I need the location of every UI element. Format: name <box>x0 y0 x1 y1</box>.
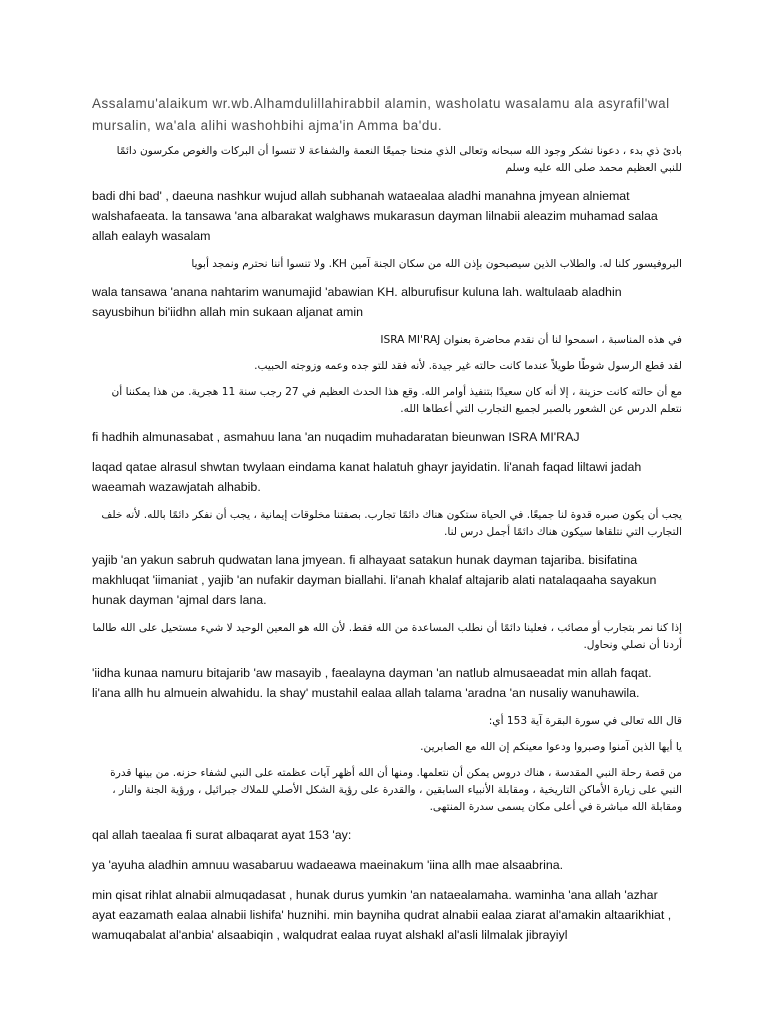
transliteration-paragraph: fi hadhih almunasabat , asmahuu lana 'an nuqadim muhadaratan bieunwan ISRA MI'RAJ <box>92 430 580 444</box>
arabic-paragraph: لقد قطع الرسول شوطًا طويلاً عندما كانت حالته غير جيدة. لأنه فقد للتو جده وعمه وزوجته الحبيب. <box>254 360 682 372</box>
opening-greeting: Assalamu'alaikum wr.wb.Alhamdulillahirabbil alamin, washolatu wasalamu ala asyrafil'wal mursalin, wa'ala alihi washohbihi ajma'in Amma ba'du. <box>92 96 670 133</box>
transliteration-paragraph: ya 'ayuha aladhin amnuu wasabaruu wadaeawa maeinakum 'iina allh mae alsaabrina. <box>92 858 564 872</box>
transliteration-paragraph: wala tansawa 'anana nahtarim wanumajid 'abawian KH. alburufisur kuluna lah. waltulaab aladhin sayusbihun bi'iidhn allah min sukaan aljanat amin <box>92 285 622 319</box>
arabic-paragraph: يا أيها الذين آمنوا وصبروا ودعوا معينكم إن الله مع الصابرين. <box>420 741 682 753</box>
arabic-paragraph: إذا كنا نمر بتجارب أو مصائب ، فعلينا دائمًا أن نطلب المساعدة من الله فقط. لأن الله هو المعين الوحيد لا شيء مستحيل على الله طالما أردنا أن نصلي ونحاول. <box>92 622 682 651</box>
transliteration-paragraph: qal allah taealaa fi surat albaqarat ayat 153 'ay: <box>92 828 352 842</box>
arabic-paragraph: في هذه المناسبة ، اسمحوا لنا أن نقدم محاضرة بعنوان ISRA MI'RAJ <box>380 334 682 346</box>
arabic-paragraph: البروفيسور كلنا له. والطلاب الذين سيصبحون بإذن الله من سكان الجنة آمين KH. ولا تنسوا أننا نحترم ونمجد أبويا <box>191 258 682 270</box>
arabic-paragraph: قال الله تعالى في سورة البقرة آية 153 أي: <box>488 715 682 727</box>
transliteration-paragraph: min qisat rihlat alnabii almuqadasat , hunak durus yumkin 'an nataealamaha. waminha 'ana allah 'azhar ayat eazamath ealaa alnabii lishifa' huznihi. min bayniha qudrat alnabii ealaa ziarat al'amakin altaarikhiat , wamuqabalat al'anbia' alsaabiqin , walqudrat ealaa ruyat alshakl al'asli lilmalak jibrayiyl <box>92 888 672 942</box>
transliteration-paragraph: badi dhi bad' , daeuna nashkur wujud allah subhanah wataealaa aladhi manahna jmyean alniemat walshafaeata. la tansawa 'ana albarakat walghaws mukarasun dayman lilnabii aleazim muhamad salaa allah ealayh wasalam <box>92 189 658 243</box>
arabic-paragraph: بادئ ذي بدء ، دعونا نشكر وجود الله سبحانه وتعالى الذي منحنا جميعًا النعمة والشفاعة لا تنسوا أن البركات والغوص مكرسون دائمًا للنبي العظيم محمد صلى الله عليه وسلم <box>116 145 682 174</box>
arabic-paragraph: من قصة رحلة النبي المقدسة ، هناك دروس يمكن أن نتعلمها. ومنها أن الله أظهر آيات عظمته على النبي لشفاء حزنه. من بينها قدرة النبي على زيارة الأماكن التاريخية ، ومقابلة الأنبياء السابقين ، والقدرة على رؤية الشكل الأصلي للملاك جبرائيل ، ورؤية الجنة والنار ، ومقابلة الله مباشرة في أعلى مكان يسمى سدرة المنتهى. <box>110 767 682 813</box>
arabic-paragraph: مع أن حالته كانت حزينة ، إلا أنه كان سعيدًا بتنفيذ أوامر الله. وقع هذا الحدث العظيم في 27 رجب سنة 11 هجرية. من هذا يمكننا أن نتعلم الدرس عن الشعور بالصبر لجميع التجارب التي أعطاها الله. <box>111 386 682 415</box>
arabic-paragraph: يجب أن يكون صبره قدوة لنا جميعًا. في الحياة ستكون هناك دائمًا تجارب. بصفتنا مخلوقات إيمانية ، يجب أن نفكر دائمًا بالله. لأنه خلف التجارب التي نتلقاها سيكون هناك دائمًا أجمل درس لنا. <box>101 509 682 538</box>
transliteration-paragraph: laqad qatae alrasul shwtan twylaan eindama kanat halatuh ghayr jayidatin. li'anah faqad liltawi jadah waeamah wazawjatah alhabib. <box>92 460 642 494</box>
transliteration-paragraph: yajib 'an yakun sabruh qudwatan lana jmyean. fi alhayaat satakun hunak dayman tajariba. bisifatina makhluqat 'iimaniat , yajib 'an nufakir dayman biallahi. li'anah khalaf altajarib alati natalaqaaha sayakun hunak dayman 'ajmal dars lana. <box>92 553 657 607</box>
transliteration-paragraph: 'iidha kunaa namuru bitajarib 'aw masayib , faealayna dayman 'an natlub almusaeadat min allah faqat. li'ana allh hu almuein alwahidu. la shay' mustahil ealaa allah talama 'aradna 'an nusaliy wanuhawila. <box>92 666 652 700</box>
